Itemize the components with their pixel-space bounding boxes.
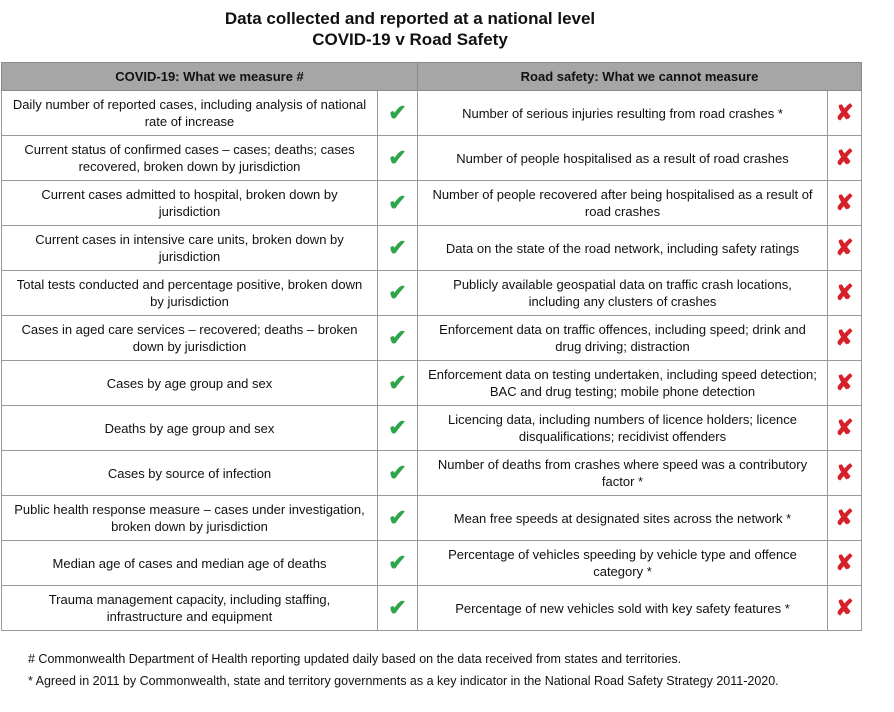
cross-icon: ✘ xyxy=(835,460,854,485)
covid-measure-cell: Current cases in intensive care units, broken down by jurisdiction xyxy=(2,226,378,271)
covid-measure-cell: Cases in aged care services – recovered; deaths – broken down by jurisdiction xyxy=(2,316,378,361)
check-icon: ✔ xyxy=(388,145,407,170)
road-measure-cell: Number of deaths from crashes where speed was a contributory factor * xyxy=(418,451,828,496)
check-icon: ✔ xyxy=(388,280,407,305)
covid-measure-cell: Deaths by age group and sex xyxy=(2,406,378,451)
cross-cell xyxy=(828,271,862,316)
covid-measure-cell: Daily number of reported cases, including analysis of national rate of increase xyxy=(2,91,378,136)
table-row xyxy=(2,451,862,496)
check-icon: ✔ xyxy=(388,100,407,125)
tick-cell xyxy=(378,271,418,316)
table-row xyxy=(2,271,862,316)
page-title: Data collected and reported at a national level xyxy=(224,9,596,28)
check-icon: ✔ xyxy=(388,415,407,440)
check-icon: ✔ xyxy=(388,235,407,260)
check-icon: ✔ xyxy=(388,505,407,530)
road-measure-cell: Publicly available geospatial data on traffic crash locations, including any clusters of crashes xyxy=(418,271,828,316)
road-measure-cell: Mean free speeds at designated sites across the network * xyxy=(418,496,828,541)
table-row xyxy=(2,316,862,361)
cross-icon: ✘ xyxy=(835,505,854,530)
check-icon: ✔ xyxy=(388,550,407,575)
table-row xyxy=(2,136,862,181)
check-icon: ✔ xyxy=(388,595,407,620)
table-body xyxy=(2,91,862,631)
road-measure-cell: Data on the state of the road network, including safety ratings xyxy=(418,226,828,271)
table-row xyxy=(2,91,862,136)
table-header-row xyxy=(2,63,862,91)
road-measure-cell: Number of serious injuries resulting from road crashes * xyxy=(418,91,828,136)
cross-icon: ✘ xyxy=(835,550,854,575)
tick-cell xyxy=(378,541,418,586)
cross-cell xyxy=(828,316,862,361)
table-row xyxy=(2,361,862,406)
road-measure-cell: Enforcement data on testing undertaken, including speed detection; BAC and drug testing; mobile phone detection xyxy=(418,361,828,406)
cross-icon: ✘ xyxy=(835,415,854,440)
cross-cell xyxy=(828,181,862,226)
cross-icon: ✘ xyxy=(835,190,854,215)
tick-cell xyxy=(378,181,418,226)
check-icon: ✔ xyxy=(388,325,407,350)
tick-cell xyxy=(378,496,418,541)
cross-icon: ✘ xyxy=(835,280,854,305)
tick-cell xyxy=(378,406,418,451)
table-row xyxy=(2,586,862,631)
covid-measure-cell: Median age of cases and median age of deaths xyxy=(2,541,378,586)
cross-cell xyxy=(828,361,862,406)
cross-cell xyxy=(828,406,862,451)
cross-icon: ✘ xyxy=(835,595,854,620)
cross-cell xyxy=(828,451,862,496)
covid-measure-cell: Trauma management capacity, including staffing, infrastructure and equipment xyxy=(2,586,378,631)
covid-measure-cell: Current cases admitted to hospital, broken down by jurisdiction xyxy=(2,181,378,226)
tick-cell xyxy=(378,451,418,496)
road-measure-cell: Percentage of new vehicles sold with key safety features * xyxy=(418,586,828,631)
tick-cell xyxy=(378,586,418,631)
cross-icon: ✘ xyxy=(835,370,854,395)
table-row xyxy=(2,226,862,271)
covid-column-header: COVID-19: What we measure # xyxy=(2,63,418,91)
tick-cell xyxy=(378,361,418,406)
footnotes xyxy=(28,648,779,692)
road-measure-cell: Percentage of vehicles speeding by vehicle type and offence category * xyxy=(418,541,828,586)
cross-cell xyxy=(828,541,862,586)
tick-cell xyxy=(378,136,418,181)
covid-measure-cell: Cases by source of infection xyxy=(2,451,378,496)
check-icon: ✔ xyxy=(388,370,407,395)
cross-cell xyxy=(828,226,862,271)
covid-measure-cell: Public health response measure – cases under investigation, broken down by jurisdiction xyxy=(2,496,378,541)
road-measure-cell: Number of people recovered after being hospitalised as a result of road crashes xyxy=(418,181,828,226)
cross-cell xyxy=(828,586,862,631)
comparison-table xyxy=(1,62,862,631)
road-column-header: Road safety: What we cannot measure xyxy=(418,63,862,91)
table-row xyxy=(2,181,862,226)
footnote-hash: # Commonwealth Department of Health reporting updated daily based on the data received from states and territories. xyxy=(28,652,682,666)
cross-icon: ✘ xyxy=(835,145,854,170)
road-measure-cell: Enforcement data on traffic offences, including speed; drink and drug driving; distraction xyxy=(418,316,828,361)
tick-cell xyxy=(378,226,418,271)
title-block xyxy=(0,8,820,50)
covid-measure-cell: Cases by age group and sex xyxy=(2,361,378,406)
footnote-star: * Agreed in 2011 by Commonwealth, state and territory governments as a key indicator in the National Road Safety Strategy 2011-2020. xyxy=(28,674,779,688)
tick-cell xyxy=(378,91,418,136)
table-row xyxy=(2,406,862,451)
road-measure-cell: Licencing data, including numbers of licence holders; licence disqualifications; recidivist offenders xyxy=(418,406,828,451)
check-icon: ✔ xyxy=(388,190,407,215)
tick-cell xyxy=(378,316,418,361)
covid-measure-cell: Total tests conducted and percentage positive, broken down by jurisdiction xyxy=(2,271,378,316)
cross-cell xyxy=(828,136,862,181)
table-row xyxy=(2,541,862,586)
road-measure-cell: Number of people hospitalised as a result of road crashes xyxy=(418,136,828,181)
cross-icon: ✘ xyxy=(835,235,854,260)
cross-icon: ✘ xyxy=(835,100,854,125)
page-subtitle: COVID-19 v Road Safety xyxy=(312,30,508,49)
check-icon: ✔ xyxy=(388,460,407,485)
cross-cell xyxy=(828,496,862,541)
covid-measure-cell: Current status of confirmed cases – cases; deaths; cases recovered, broken down by jurisdiction xyxy=(2,136,378,181)
table-row xyxy=(2,496,862,541)
cross-cell xyxy=(828,91,862,136)
cross-icon: ✘ xyxy=(835,325,854,350)
